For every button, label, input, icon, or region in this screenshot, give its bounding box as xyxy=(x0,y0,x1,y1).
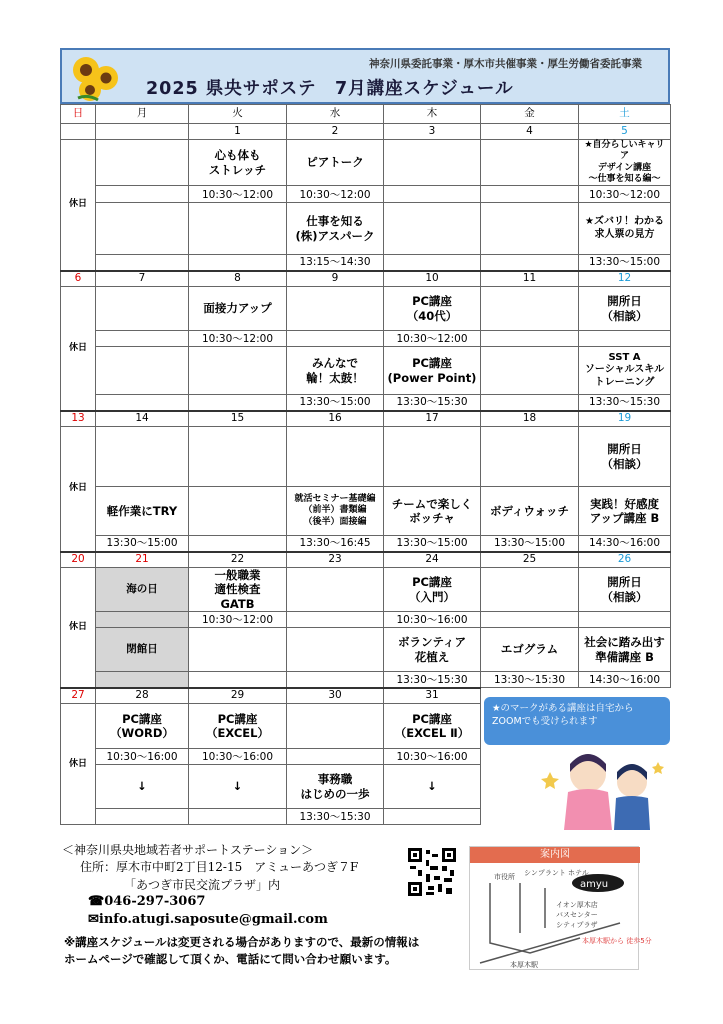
event-cell xyxy=(287,704,384,749)
time-cell: 10:30～16:00 xyxy=(189,749,287,765)
weekday-label: 水 xyxy=(287,105,384,124)
event-cell: 社会に踏み出す 準備講座 B xyxy=(579,628,671,672)
time-cell xyxy=(287,749,384,765)
date-cell: 29 xyxy=(189,688,287,704)
event-cell: PC講座 (Power Point) xyxy=(384,347,481,395)
access-map xyxy=(469,846,652,970)
holiday-cell xyxy=(96,672,189,688)
event-cell: 就活セミナー基礎編 （前半）書類編 （後半）面接編 xyxy=(287,487,384,536)
date-cell: 16 xyxy=(287,411,384,427)
time-cell xyxy=(96,809,189,825)
date-cell: 23 xyxy=(287,552,384,568)
date-row xyxy=(61,124,671,140)
time-cell: 10:30～12:00 xyxy=(189,612,287,628)
time-cell: 10:30～16:00 xyxy=(96,749,189,765)
event-cell: PC講座 （40代） xyxy=(384,287,481,331)
event-cell: PC講座 （WORD） xyxy=(96,704,189,749)
time-cell xyxy=(481,255,579,271)
mascot-illustration-icon xyxy=(540,742,670,832)
event-cell: 軽作業にTRY xyxy=(96,487,189,536)
event-cell: ★ズバリ！わかる 求人票の見方 xyxy=(579,203,671,255)
weekday-label: 金 xyxy=(481,105,579,124)
date-cell: 17 xyxy=(384,411,481,427)
event-cell: PC講座 （EXCEL Ⅱ） xyxy=(384,704,481,749)
closed-label: 休日 xyxy=(61,568,96,688)
sunflower-icon xyxy=(68,54,128,104)
event-cell xyxy=(96,287,189,331)
event-cell: エゴグラム xyxy=(481,628,579,672)
event-cell: ピアトーク xyxy=(287,140,384,186)
event-cell: ↓ xyxy=(96,765,189,809)
map-label: 市役所 xyxy=(494,873,515,881)
header-banner xyxy=(60,48,670,104)
event-cell xyxy=(481,568,579,612)
date-row xyxy=(61,411,671,427)
event-cell xyxy=(189,347,287,395)
event-cell xyxy=(287,427,384,487)
date-cell: 14 xyxy=(96,411,189,427)
event-cell: ★自分らしいキャリア デザイン講座 ～仕事を知る編～ xyxy=(579,140,671,186)
event-cell: 心も体も ストレッチ xyxy=(189,140,287,186)
date-cell: 12 xyxy=(579,271,671,287)
time-cell: 10:30～16:00 xyxy=(384,612,481,628)
weekday-label: 土 xyxy=(579,105,671,124)
time-cell: 10:30～12:00 xyxy=(189,331,287,347)
time-cell xyxy=(189,536,287,552)
event-cell xyxy=(287,568,384,612)
time-cell: 13:30～15:30 xyxy=(579,395,671,411)
map-label: バスセンター xyxy=(556,911,598,919)
event-cell: 一般職業 適性検査 GATB xyxy=(189,568,287,612)
date-cell: 15 xyxy=(189,411,287,427)
event-cell: 開所日 （相談） xyxy=(579,287,671,331)
time-cell: 13:30～15:30 xyxy=(481,672,579,688)
date-cell: 11 xyxy=(481,271,579,287)
map-label: 本厚木駅から 徒歩5分 xyxy=(582,937,652,945)
date-cell: 2 xyxy=(287,124,384,140)
footer-plaza: 「あつぎ市民交流プラザ」内 xyxy=(124,878,281,892)
date-cell: 13 xyxy=(61,411,96,427)
time-cell xyxy=(189,672,287,688)
event-cell: 仕事を知る (株)アスパーク xyxy=(287,203,384,255)
date-cell: 8 xyxy=(189,271,287,287)
footer-address: 住所：厚木市中町2丁目12-15 アミューあつぎ７F xyxy=(80,860,359,874)
time-cell xyxy=(287,672,384,688)
time-cell xyxy=(189,809,287,825)
date-cell: 19 xyxy=(579,411,671,427)
map-label: シンプラント ホテル xyxy=(524,869,589,877)
holiday-cell: 閉館日 xyxy=(96,628,189,672)
date-cell: 24 xyxy=(384,552,481,568)
event-cell: ↓ xyxy=(384,765,481,809)
time-cell: 13:15～14:30 xyxy=(287,255,384,271)
event-cell xyxy=(384,203,481,255)
date-cell xyxy=(61,124,96,140)
event-cell: 実践！好感度 アップ講座 B xyxy=(579,487,671,536)
time-cell: 10:30～16:00 xyxy=(384,749,481,765)
time-cell xyxy=(579,331,671,347)
date-cell: 4 xyxy=(481,124,579,140)
date-cell: 30 xyxy=(287,688,384,704)
date-cell: 21 xyxy=(96,552,189,568)
date-row xyxy=(61,271,671,287)
date-cell: 10 xyxy=(384,271,481,287)
time-cell xyxy=(579,612,671,628)
event-cell: 面接力アップ xyxy=(189,287,287,331)
event-cell: 開所日 （相談） xyxy=(579,427,671,487)
weekday-label: 木 xyxy=(384,105,481,124)
map-drawing-icon xyxy=(470,863,652,971)
time-cell: 13:30～15:00 xyxy=(579,255,671,271)
weekday-header-row xyxy=(61,105,671,124)
event-cell: PC講座 （入門） xyxy=(384,568,481,612)
time-cell: 13:30～15:00 xyxy=(481,536,579,552)
event-cell: ↓ xyxy=(189,765,287,809)
event-cell xyxy=(384,140,481,186)
time-cell xyxy=(96,255,189,271)
time-cell: 14:30～16:00 xyxy=(579,672,671,688)
date-cell: 6 xyxy=(61,271,96,287)
closed-label: 休日 xyxy=(61,427,96,552)
event-cell xyxy=(189,487,287,536)
time-cell: 10:30～12:00 xyxy=(287,186,384,203)
event-cell: 事務職 はじめの一歩 xyxy=(287,765,384,809)
time-cell: 13:30～16:45 xyxy=(287,536,384,552)
event-cell: 開所日 （相談） xyxy=(579,568,671,612)
page-title: 2025 県央サポステ 7月講座スケジュール xyxy=(146,79,514,99)
time-cell xyxy=(189,395,287,411)
event-cell xyxy=(481,140,579,186)
event-cell: SST A ソーシャルスキル トレーニング xyxy=(579,347,671,395)
map-label: amyu xyxy=(580,879,609,890)
time-cell xyxy=(481,612,579,628)
footer-phone: ☎046-297-3067 xyxy=(88,894,206,909)
event-cell xyxy=(189,628,287,672)
time-cell xyxy=(96,395,189,411)
event-cell xyxy=(96,203,189,255)
qr-code-icon xyxy=(408,848,456,896)
event-cell xyxy=(481,287,579,331)
time-cell xyxy=(481,331,579,347)
closed-label: 休日 xyxy=(61,287,96,411)
map-title: 案内図 xyxy=(470,847,640,863)
header-subtitle: 神奈川県委託事業・厚木市共催事業・厚生労働省委託事業 xyxy=(369,58,642,70)
time-cell xyxy=(384,186,481,203)
event-cell xyxy=(384,427,481,487)
event-cell xyxy=(189,427,287,487)
date-cell: 9 xyxy=(287,271,384,287)
event-cell xyxy=(481,203,579,255)
time-cell xyxy=(189,255,287,271)
time-cell xyxy=(96,186,189,203)
date-cell: 26 xyxy=(579,552,671,568)
date-cell: 5 xyxy=(579,124,671,140)
date-cell: 27 xyxy=(61,688,96,704)
time-cell xyxy=(384,255,481,271)
time-cell xyxy=(384,809,481,825)
zoom-note: ★のマークがある講座は自宅から ZOOMでも受けられます xyxy=(484,697,670,745)
event-cell xyxy=(287,287,384,331)
event-cell xyxy=(481,427,579,487)
time-cell xyxy=(287,331,384,347)
weekday-label: 月 xyxy=(96,105,189,124)
closed-label: 休日 xyxy=(61,140,96,271)
event-cell: PC講座 （EXCEL） xyxy=(189,704,287,749)
time-cell: 13:30～15:30 xyxy=(384,395,481,411)
time-cell: 13:30～15:30 xyxy=(287,809,384,825)
date-cell: 25 xyxy=(481,552,579,568)
time-cell xyxy=(481,186,579,203)
closed-label: 休日 xyxy=(61,704,96,825)
date-cell: 1 xyxy=(189,124,287,140)
date-row xyxy=(61,552,671,568)
event-cell xyxy=(96,140,189,186)
event-cell: みんなで 輪！太鼓！ xyxy=(287,347,384,395)
event-cell xyxy=(96,427,189,487)
event-cell: チームで楽しく ボッチャ xyxy=(384,487,481,536)
time-cell: 13:30～15:00 xyxy=(384,536,481,552)
time-cell: 10:30～12:00 xyxy=(384,331,481,347)
time-cell xyxy=(481,395,579,411)
event-cell: ボランティア 花植え xyxy=(384,628,481,672)
event-cell: ボディウォッチ xyxy=(481,487,579,536)
map-label: イオン厚木店 xyxy=(556,901,598,909)
date-cell: 3 xyxy=(384,124,481,140)
time-cell: 13:30～15:00 xyxy=(96,536,189,552)
time-cell: 13:30～15:00 xyxy=(287,395,384,411)
holiday-cell xyxy=(96,612,189,628)
footer-org: ＜神奈川県央地域若者サポートステーション＞ xyxy=(62,843,314,857)
date-cell: 7 xyxy=(96,271,189,287)
time-cell: 13:30～15:30 xyxy=(384,672,481,688)
map-label: 本厚木駅 xyxy=(510,961,538,969)
time-cell: 10:30～12:00 xyxy=(579,186,671,203)
event-cell xyxy=(96,347,189,395)
event-cell xyxy=(287,628,384,672)
date-cell: 28 xyxy=(96,688,189,704)
map-label: シティプラザ xyxy=(556,921,598,929)
weekday-label: 火 xyxy=(189,105,287,124)
time-cell: 10:30～12:00 xyxy=(189,186,287,203)
date-cell: 20 xyxy=(61,552,96,568)
time-cell xyxy=(287,612,384,628)
holiday-cell: 海の日 xyxy=(96,568,189,612)
date-cell xyxy=(96,124,189,140)
time-cell xyxy=(96,331,189,347)
date-cell: 31 xyxy=(384,688,481,704)
date-cell: 18 xyxy=(481,411,579,427)
footer-email: ✉info.atugi.saposute@gmail.com xyxy=(88,912,328,927)
event-cell xyxy=(189,203,287,255)
event-cell xyxy=(481,347,579,395)
weekday-label: 日 xyxy=(61,105,96,124)
date-cell: 22 xyxy=(189,552,287,568)
time-cell: 14:30～16:00 xyxy=(579,536,671,552)
notice-text: ※講座スケジュールは変更される場合がありますので、最新の情報は ホームページで確認して頂くか、電話にて問い合わせ願います。 xyxy=(64,935,420,967)
